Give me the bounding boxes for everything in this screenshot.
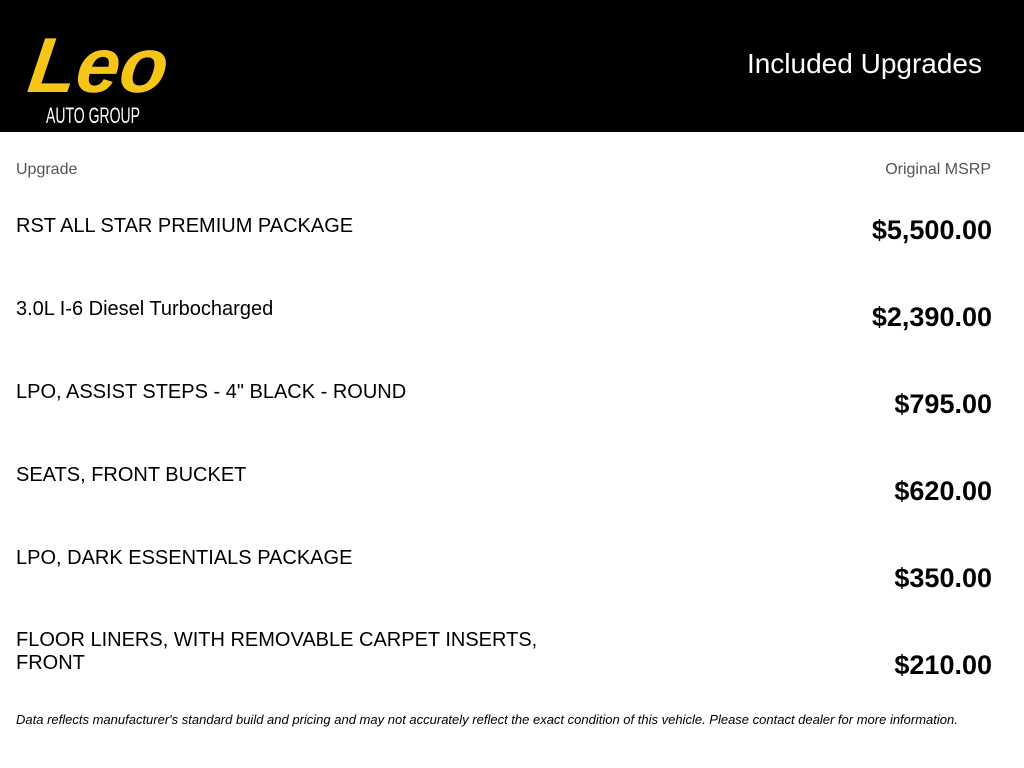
table-row <box>0 215 1024 275</box>
table-row <box>0 298 1024 358</box>
table-row <box>0 381 1024 441</box>
upgrade-name: LPO, DARK ESSENTIALS PACKAGE <box>16 547 353 569</box>
upgrade-price: $795.00 <box>894 389 992 419</box>
page-header <box>0 0 1024 132</box>
upgrade-name: 3.0L I-6 Diesel Turbocharged <box>16 298 274 320</box>
table-row <box>0 629 1024 689</box>
upgrade-price: $350.00 <box>894 563 992 593</box>
upgrade-price: $2,390.00 <box>871 302 992 332</box>
upgrade-name: SEATS, FRONT BUCKET <box>16 464 247 486</box>
upgrade-price: $5,500.00 <box>871 215 992 245</box>
upgrade-price: $210.00 <box>894 650 992 680</box>
column-header-upgrade: Upgrade <box>16 161 78 178</box>
upgrade-name: LPO, ASSIST STEPS - 4" BLACK - ROUND <box>16 381 407 403</box>
page-title: Included Upgrades <box>746 48 982 79</box>
column-header-msrp: Original MSRP <box>885 161 991 178</box>
logo-wordmark: Leo <box>23 21 175 109</box>
upgrade-price: $620.00 <box>894 476 992 506</box>
table-row <box>0 464 1024 524</box>
table-row <box>0 547 1024 607</box>
upgrade-name: FLOOR LINERS, WITH REMOVABLE CARPET INSERTS, FRONT <box>16 629 538 674</box>
disclaimer-text: Data reflects manufacturer's standard build and pricing and may not accurately reflect the exact condition of this vehicle. Please contact dealer for more information. <box>16 712 958 727</box>
logo-subtitle: AUTO GROUP <box>46 103 140 128</box>
leo-auto-group-logo <box>23 6 175 128</box>
upgrade-name: RST ALL STAR PREMIUM PACKAGE <box>16 215 354 237</box>
